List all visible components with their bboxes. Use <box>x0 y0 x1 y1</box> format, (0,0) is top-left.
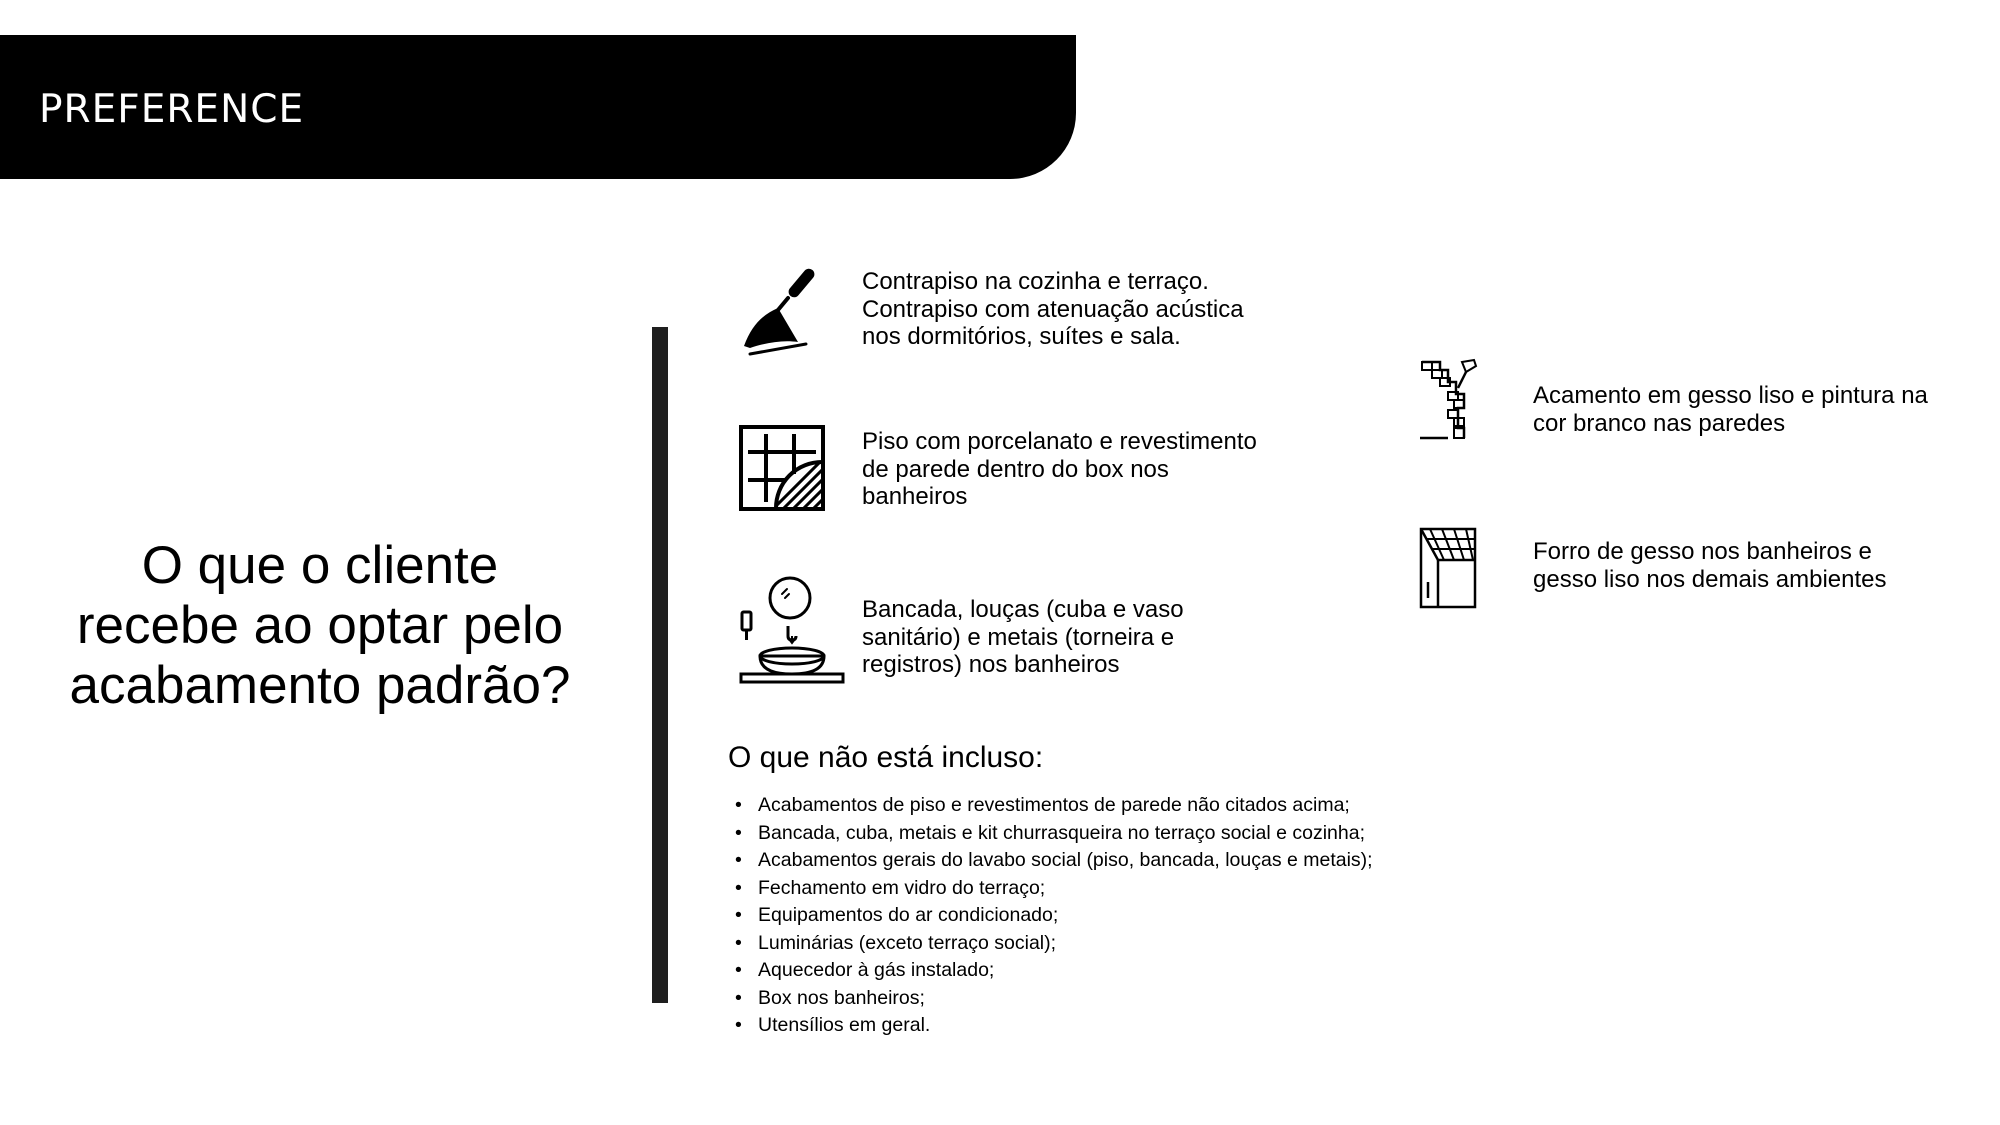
list-item: • Bancada, cuba, metais e kit churrasqueira no terraço social e cozinha; <box>735 820 1373 848</box>
list-item: • Luminárias (exceto terraço social); <box>735 930 1373 958</box>
list-item: • Utensílios em geral. <box>735 1012 1373 1040</box>
exclusions-title: O que não está incluso: <box>728 741 1044 774</box>
list-item: • Equipamentos do ar condicionado; <box>735 902 1373 930</box>
trowel-icon <box>738 262 834 358</box>
feature-text-forro: Forro de gesso nos banheiros e gesso liso nos demais ambientes <box>1533 538 1887 593</box>
feature-text-acamento: Acamento em gesso liso e pintura na cor branco nas paredes <box>1533 382 1928 437</box>
list-item: • Aquecedor à gás instalado; <box>735 957 1373 985</box>
brand-title: PREFERENCE <box>39 87 305 132</box>
exclusions-list <box>735 792 1373 1040</box>
feature-text-piso: Piso com porcelanato e revestimento de parede dentro do box nos banheiros <box>862 428 1257 510</box>
feature-text-bancada: Bancada, louças (cuba e vaso sanitário) e metais (torneira e registros) nos banheiros <box>862 596 1184 678</box>
bathroom-sink-icon <box>738 576 846 684</box>
plaster-wall-icon <box>1418 358 1480 442</box>
list-item: • Box nos banheiros; <box>735 985 1373 1013</box>
list-item: • Acabamentos de piso e revestimentos de parede não citados acima; <box>735 792 1373 820</box>
vertical-divider <box>652 327 668 1003</box>
list-item: • Acabamentos gerais do lavabo social (piso, bancada, louças e metais); <box>735 847 1373 875</box>
question-heading: O que o cliente recebe ao optar pelo acabamento padrão? <box>69 536 571 715</box>
floor-tile-icon <box>738 424 826 512</box>
feature-text-contrapiso: Contrapiso na cozinha e terraço. Contrapiso com atenuação acústica nos dormitórios, suítes e sala. <box>862 268 1244 350</box>
ceiling-icon <box>1418 526 1478 610</box>
list-item: • Fechamento em vidro do terraço; <box>735 875 1373 903</box>
